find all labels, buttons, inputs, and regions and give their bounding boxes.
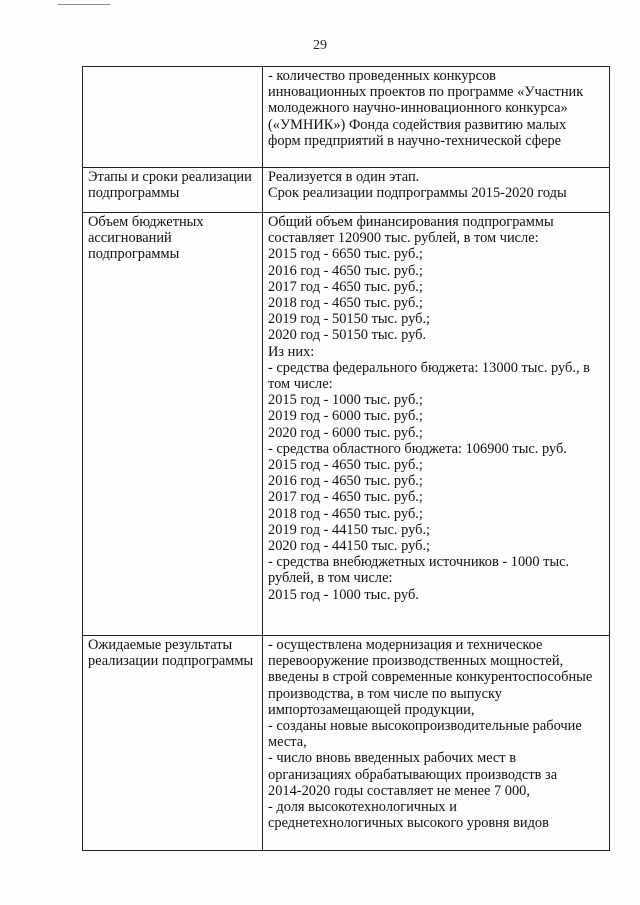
content-line: - средства федерального бюджета: 13000 тыс. руб., в — [268, 359, 590, 376]
content-line: - средства областного бюджета: 106900 тыс. руб. — [268, 440, 567, 457]
content-line: 2020 год - 50150 тыс. руб. — [268, 327, 427, 344]
content-line: Общий объем финансирования подпрограммы — [268, 214, 554, 230]
content-line: импортозамещающей продукции, — [268, 701, 475, 718]
content-line: форм предприятий в научно-технической сфере — [268, 132, 562, 149]
content-line: молодежного научно-инновационного конкурса» — [268, 100, 568, 117]
content-line: инновационных проектов по программе «Участник — [268, 84, 584, 101]
content-line: 2017 год - 4650 тыс. руб.; — [268, 278, 423, 295]
content-line: - доля высокотехнологичных и — [268, 799, 457, 816]
content-line: 2016 год - 4650 тыс. руб.; — [268, 473, 423, 490]
content-line: 2015 год - 6650 тыс. руб.; — [268, 246, 423, 263]
content-line: 2020 год - 6000 тыс. руб.; — [268, 424, 423, 441]
content-line: - осуществлена модернизация и техническое — [268, 637, 543, 653]
content-line: 2015 год - 4650 тыс. руб.; — [268, 457, 423, 474]
content-line: 2015 год - 1000 тыс. руб. — [268, 586, 419, 603]
label-line: подпрограммы — [88, 246, 180, 263]
content-line: Реализуется в один этап. — [268, 169, 420, 185]
row-content-stages — [263, 168, 610, 213]
content-line: 2015 год - 1000 тыс. руб.; — [268, 392, 423, 409]
table-row-results — [83, 636, 610, 851]
label-line: Ожидаемые результаты — [88, 637, 233, 653]
label-line: подпрограммы — [88, 185, 180, 202]
content-line: - созданы новые высокопроизводительные рабочие — [268, 718, 582, 735]
content-line: 2018 год - 4650 тыс. руб.; — [268, 295, 423, 312]
content-line: производства, в том числе по выпуску — [268, 685, 502, 702]
content-line: - количество проведенных конкурсов — [268, 68, 496, 84]
row-label-stages — [83, 168, 263, 213]
table-row-stages — [83, 168, 610, 213]
content-line: Из них: — [268, 343, 315, 360]
content-line: среднетехнологичных высокого уровня видов — [268, 815, 549, 832]
content-line: Срок реализации подпрограммы 2015-2020 годы — [268, 185, 567, 202]
content-line: 2017 год - 4650 тыс. руб.; — [268, 489, 423, 506]
table-row-budget — [83, 213, 610, 636]
content-line: («УМНИК») Фонда содействия развитию малых — [268, 116, 567, 133]
scan-artifact-line — [58, 4, 110, 5]
row-content-budget — [263, 213, 610, 636]
row-content-results — [263, 636, 610, 851]
content-line: введены в строй современные конкурентоспособные — [268, 669, 593, 686]
content-line: перевооружение производственных мощностей, — [268, 653, 564, 670]
row-label-results — [83, 636, 263, 851]
content-line: 2020 год - 44150 тыс. руб.; — [268, 538, 431, 555]
row-content-contests — [263, 67, 610, 168]
content-line: - число вновь введенных рабочих мест в — [268, 750, 516, 767]
row-label-budget — [83, 213, 263, 636]
table-row-contests — [83, 67, 610, 168]
content-line: 2019 год - 50150 тыс. руб.; — [268, 311, 431, 328]
subprogram-passport-table — [82, 66, 610, 851]
content-line: том числе: — [268, 376, 333, 393]
content-line: рублей, в том числе: — [268, 570, 393, 587]
label-line: Объем бюджетных — [88, 214, 204, 230]
content-line: 2014-2020 годы составляет не менее 7 000, — [268, 782, 530, 799]
content-line: 2019 год - 6000 тыс. руб.; — [268, 408, 423, 425]
content-line: составляет 120900 тыс. рублей, в том числе: — [268, 230, 539, 247]
content-line: 2018 год - 4650 тыс. руб.; — [268, 505, 423, 522]
label-line: Этапы и сроки реализации — [88, 169, 252, 185]
content-line: 2019 год - 44150 тыс. руб.; — [268, 521, 431, 538]
content-line: 2016 год - 4650 тыс. руб.; — [268, 262, 423, 279]
content-line: места, — [268, 734, 307, 751]
content-line: - средства внебюджетных источников - 1000 тыс. — [268, 554, 570, 571]
content-line: организациях обрабатывающих производств за — [268, 766, 558, 783]
label-line: реализации подпрограммы — [88, 653, 254, 670]
row-label-empty — [83, 67, 263, 168]
label-line: ассигнований — [88, 230, 172, 247]
page-number: 29 — [313, 38, 327, 53]
